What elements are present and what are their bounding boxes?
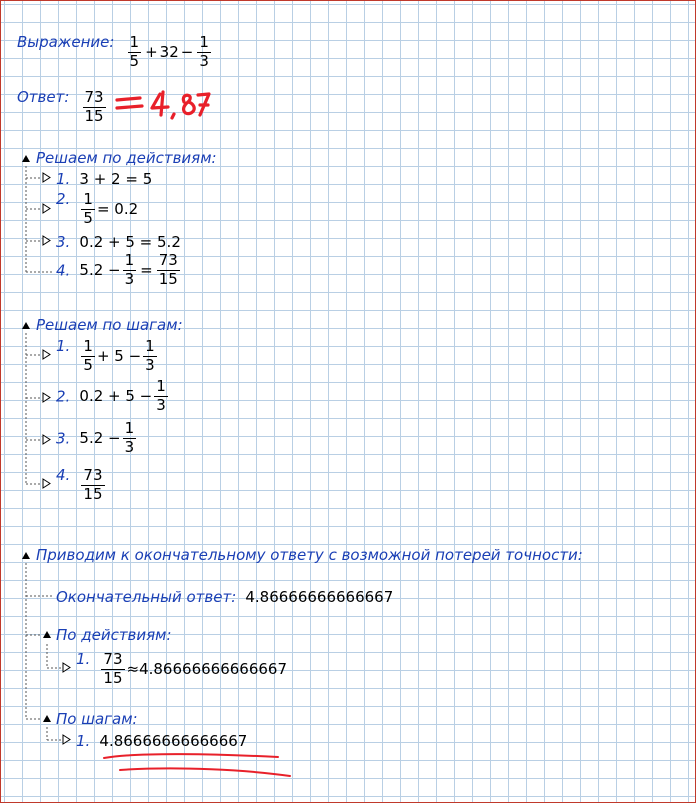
final-step-1: 1. 4.86666666666667	[76, 732, 248, 750]
expand-toggle[interactable]	[42, 203, 51, 214]
expand-toggle[interactable]	[42, 235, 51, 246]
by-steps-title: Решаем по шагам:	[36, 316, 183, 334]
collapse-toggle[interactable]	[22, 322, 30, 329]
final-answer-value: 4.86666666666667	[245, 588, 394, 606]
fraction: $\frac{1}{5}$	[83, 337, 93, 374]
expand-toggle[interactable]	[42, 172, 51, 183]
expression-row	[17, 32, 213, 70]
final-action-step-1: 1. $\frac{73}{15}$ ≈ 4.86666666666667	[76, 650, 287, 687]
collapse-toggle[interactable]	[43, 631, 51, 638]
fraction: $\frac{1}{3}$	[156, 377, 166, 414]
step-3: 3. 5.2 − $\frac{1}{3}$	[56, 419, 135, 456]
collapse-toggle[interactable]	[22, 155, 30, 162]
fraction: $\frac{1}{3}$	[124, 419, 135, 456]
expression-label: Выражение:	[17, 33, 115, 51]
fraction: $\frac{73}{15}$	[158, 251, 178, 288]
final-answer-row	[56, 587, 393, 606]
fraction: $\frac{1}{5}$	[129, 33, 140, 70]
expand-toggle[interactable]	[62, 734, 71, 745]
expand-toggle[interactable]	[62, 662, 71, 673]
final-by-actions-title: По действиям:	[56, 626, 172, 644]
final-title: Приводим к окончательному ответу с возможной потерей точности:	[36, 546, 583, 564]
expand-toggle[interactable]	[42, 349, 51, 360]
action-step-3: 3. 0.2 + 5 = 5.2	[56, 233, 181, 251]
by-actions-title: Решаем по действиям:	[36, 149, 217, 167]
fraction: $\frac{1}{3}$	[145, 337, 155, 374]
fraction: $\frac{1}{3}$	[199, 33, 209, 70]
collapse-toggle[interactable]	[43, 715, 51, 722]
step-1: 1. $\frac{1}{5}$ + 5 − $\frac{1}{3}$	[56, 337, 155, 374]
final-by-steps-title: По шагам:	[56, 710, 138, 728]
action-step-2: 2. $\frac{1}{5}$ = 0.2	[56, 190, 139, 227]
answer-row	[17, 87, 108, 125]
fraction: $\frac{73}{15}$	[103, 650, 123, 687]
fraction: $\frac{1}{3}$	[124, 251, 135, 288]
expand-toggle[interactable]	[42, 434, 51, 445]
expand-toggle[interactable]	[42, 392, 51, 403]
answer-label: Ответ:	[17, 88, 70, 106]
expand-toggle[interactable]	[42, 478, 51, 489]
fraction: $\frac{73}{15}$	[83, 466, 103, 503]
answer-math	[81, 90, 108, 125]
final-answer-label: Окончательный ответ:	[56, 588, 237, 606]
action-step-4: 4. 5.2 − $\frac{1}{3}$ = $\frac{73}{15}$	[56, 251, 178, 288]
step-2: 2. 0.2 + 5 − $\frac{1}{3}$	[56, 377, 166, 414]
handwritten-annotation	[112, 88, 212, 122]
fraction: $\frac{1}{5}$	[83, 190, 93, 227]
handwritten-underline	[98, 748, 298, 780]
fraction: $\frac{73}{15}$	[84, 88, 104, 125]
expression-math: $\frac{1}{5}$ + 32 − $\frac{1}{3}$	[129, 33, 209, 70]
step-4: 4. $\frac{73}{15}$	[56, 466, 103, 503]
collapse-toggle[interactable]	[22, 552, 30, 559]
action-step-1: 1. 3 + 2 = 5	[56, 170, 153, 188]
